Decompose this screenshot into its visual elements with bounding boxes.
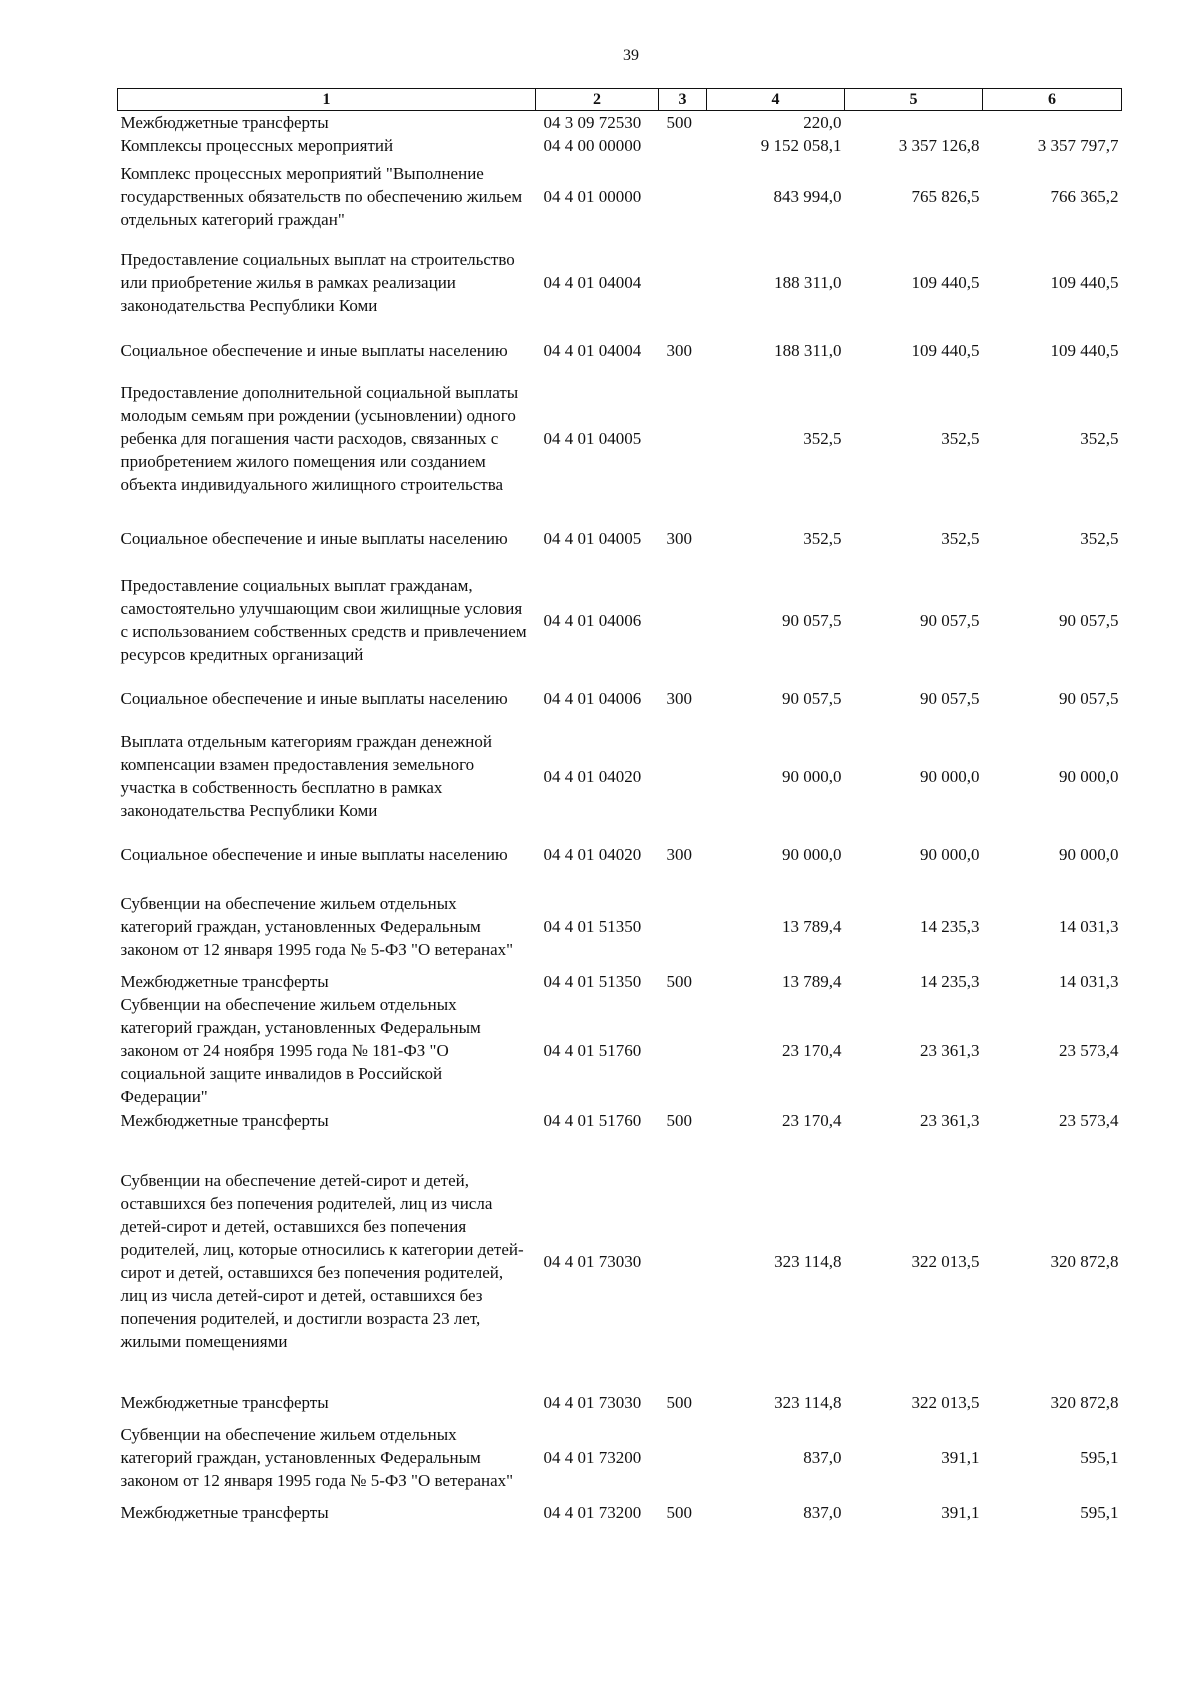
table-row xyxy=(118,825,1122,883)
row-expense-type xyxy=(659,883,707,969)
row-name: Субвенции на обеспечение жильем отдельных категорий граждан, установленных Федеральным законом от 24 ноября 1995 года № 181-ФЗ "О социальной защите инвалидов в Российской Федерации" xyxy=(120,995,481,1106)
row-value-col4: 13 789,4 xyxy=(782,971,842,991)
row-name: Межбюджетные трансферты xyxy=(120,1110,329,1130)
table-row xyxy=(118,1500,1122,1524)
row-expense-type xyxy=(659,371,707,505)
budget-table xyxy=(117,88,1122,1524)
row-value-col4: 837,0 xyxy=(803,1447,842,1467)
row-value-col6: 90 000,0 xyxy=(1059,844,1119,864)
row-value-col6: 14 031,3 xyxy=(1059,971,1119,991)
column-header-4: 4 xyxy=(707,89,845,111)
row-expense-type: 500 xyxy=(666,113,692,132)
row-value-col5: 3 357 126,8 xyxy=(898,136,980,155)
row-value-col6: 90 057,5 xyxy=(1059,688,1119,708)
row-code: 04 4 01 04020 xyxy=(543,766,642,786)
table-body xyxy=(118,111,1122,1525)
row-value-col5: 109 440,5 xyxy=(911,340,980,360)
row-code: 04 4 01 04005 xyxy=(543,428,642,448)
row-code: 04 4 01 04020 xyxy=(543,844,642,864)
row-value-col6: 595,1 xyxy=(1080,1502,1119,1522)
row-value-col4: 323 114,8 xyxy=(774,1251,842,1271)
table-header-row xyxy=(118,89,1122,111)
row-value-col4: 352,5 xyxy=(803,528,842,548)
table-row xyxy=(118,235,1122,329)
row-code: 04 4 01 04004 xyxy=(543,272,642,292)
row-expense-type: 300 xyxy=(666,528,692,548)
row-expense-type: 500 xyxy=(666,971,692,991)
row-name: Комплекс процессных мероприятий "Выполнение государственных обязательств по обеспечению жильем отдельных категорий граждан" xyxy=(120,163,523,229)
row-code: 04 4 01 51350 xyxy=(543,971,642,991)
row-value-col4: 90 000,0 xyxy=(782,844,842,864)
row-value-col5: 90 000,0 xyxy=(920,844,980,864)
table-row xyxy=(118,505,1122,571)
row-value-col5: 391,1 xyxy=(941,1502,980,1522)
row-value-col5: 352,5 xyxy=(941,528,980,548)
row-value-col6: 90 057,5 xyxy=(1059,610,1119,630)
table-row xyxy=(118,1414,1122,1500)
row-value-col5: 765 826,5 xyxy=(911,186,980,206)
table-row xyxy=(118,1390,1122,1414)
row-code: 04 4 01 73030 xyxy=(543,1251,642,1271)
table-row xyxy=(118,1132,1122,1390)
row-expense-type xyxy=(659,157,707,235)
row-value-col5: 14 235,3 xyxy=(920,916,980,936)
row-value-col4: 188 311,0 xyxy=(774,272,842,292)
row-value-col5: 23 361,3 xyxy=(920,1110,980,1130)
row-name: Социальное обеспечение и иные выплаты населению xyxy=(120,340,508,360)
row-expense-type xyxy=(659,134,707,157)
row-value-col6: 595,1 xyxy=(1080,1447,1119,1467)
row-name: Социальное обеспечение и иные выплаты населению xyxy=(120,844,508,864)
row-expense-type xyxy=(659,727,707,825)
row-value-col6: 320 872,8 xyxy=(1050,1251,1119,1271)
row-name: Субвенции на обеспечение жильем отдельных категорий граждан, установленных Федеральным законом от 12 января 1995 года № 5-ФЗ "О ветеранах" xyxy=(120,1424,514,1490)
row-expense-type: 300 xyxy=(666,844,692,864)
row-value-col5: 23 361,3 xyxy=(920,1041,980,1060)
row-value-col6: 3 357 797,7 xyxy=(1037,136,1119,155)
row-value-col5: 322 013,5 xyxy=(911,1392,980,1412)
page-number: 39 xyxy=(623,47,639,64)
row-value-col4: 837,0 xyxy=(803,1502,842,1522)
row-name: Межбюджетные трансферты xyxy=(120,113,329,132)
column-header-6: 6 xyxy=(983,89,1122,111)
table-row xyxy=(118,134,1122,157)
row-value-col6: 23 573,4 xyxy=(1059,1041,1119,1060)
row-value-col4: 90 000,0 xyxy=(782,766,842,786)
row-value-col4: 220,0 xyxy=(803,113,842,132)
row-name: Субвенции на обеспечение детей-сирот и детей, оставшихся без попечения родителей, лиц из числа детей-сирот и детей, оставшихся без попечения родителей, лиц, которые относились к категории детей-сирот и детей, оставшихся без попечения родителей, лиц из числа детей-сирот и детей, оставшихся без попечения родителей, и достигли возраста 23 лет, жилыми помещениями xyxy=(120,1171,524,1351)
row-expense-type xyxy=(659,1414,707,1500)
column-header-3: 3 xyxy=(659,89,707,111)
row-value-col6: 109 440,5 xyxy=(1050,340,1119,360)
row-expense-type xyxy=(659,235,707,329)
table-row xyxy=(118,883,1122,969)
row-code: 04 4 00 00000 xyxy=(543,136,642,155)
row-value-col5: 109 440,5 xyxy=(911,272,980,292)
row-value-col6: 14 031,3 xyxy=(1059,916,1119,936)
row-code: 04 4 01 73200 xyxy=(543,1502,642,1522)
row-name: Социальное обеспечение и иные выплаты населению xyxy=(120,688,508,708)
row-value-col5: 322 013,5 xyxy=(911,1251,980,1271)
row-value-col4: 323 114,8 xyxy=(774,1392,842,1412)
column-header-1: 1 xyxy=(118,89,536,111)
table-row xyxy=(118,1108,1122,1132)
row-value-col6 xyxy=(983,111,1122,135)
row-code: 04 4 01 73030 xyxy=(543,1392,642,1412)
row-code: 04 4 01 51350 xyxy=(543,916,642,936)
row-value-col5: 90 057,5 xyxy=(920,610,980,630)
row-name: Социальное обеспечение и иные выплаты населению xyxy=(120,528,508,548)
table-row xyxy=(118,571,1122,669)
row-name: Предоставление социальных выплат на строительство или приобретение жилья в рамках реализации законодательства Республики Коми xyxy=(120,249,515,315)
row-name: Межбюджетные трансферты xyxy=(120,971,329,991)
row-code: 04 4 01 00000 xyxy=(543,186,642,206)
row-code: 04 4 01 51760 xyxy=(543,1110,642,1130)
row-value-col6: 352,5 xyxy=(1080,428,1119,448)
row-value-col4: 843 994,0 xyxy=(773,186,842,206)
row-value-col6: 23 573,4 xyxy=(1059,1110,1119,1130)
row-value-col4: 13 789,4 xyxy=(782,916,842,936)
table-row xyxy=(118,111,1122,135)
row-expense-type xyxy=(659,1132,707,1390)
table-row xyxy=(118,157,1122,235)
column-header-5: 5 xyxy=(845,89,983,111)
row-name: Предоставление дополнительной социальной выплаты молодым семьям при рождении (усыновлении) одного ребенка для погашения части расходов, связанных с приобретением жилого помещения или созданием объекта индивидуального жилищного строительства xyxy=(120,382,519,494)
row-value-col4: 23 170,4 xyxy=(782,1110,842,1130)
row-code: 04 4 01 04004 xyxy=(543,340,642,360)
row-name: Комплексы процессных мероприятий xyxy=(120,136,394,155)
row-value-col5: 90 057,5 xyxy=(920,688,980,708)
row-value-col6: 90 000,0 xyxy=(1059,766,1119,786)
row-name: Выплата отдельным категориям граждан денежной компенсации взамен предоставления земельного участка в собственность бесплатно в рамках законодательства Республики Коми xyxy=(120,732,492,820)
row-value-col4: 188 311,0 xyxy=(774,340,842,360)
table-row xyxy=(118,993,1122,1108)
row-expense-type: 500 xyxy=(666,1502,692,1522)
row-value-col6: 320 872,8 xyxy=(1050,1392,1119,1412)
row-value-col5: 90 000,0 xyxy=(920,766,980,786)
row-name: Субвенции на обеспечение жильем отдельных категорий граждан, установленных Федеральным законом от 12 января 1995 года № 5-ФЗ "О ветеранах" xyxy=(120,893,514,959)
row-value-col4: 90 057,5 xyxy=(782,610,842,630)
row-expense-type xyxy=(659,993,707,1108)
row-name: Межбюджетные трансферты xyxy=(120,1392,329,1412)
row-value-col5: 391,1 xyxy=(941,1447,980,1467)
row-expense-type: 500 xyxy=(666,1392,692,1412)
table-row xyxy=(118,669,1122,727)
row-expense-type xyxy=(659,571,707,669)
row-value-col6: 352,5 xyxy=(1080,528,1119,548)
row-expense-type: 300 xyxy=(666,340,692,360)
row-value-col4: 90 057,5 xyxy=(782,688,842,708)
row-value-col4: 9 152 058,1 xyxy=(760,136,842,155)
row-expense-type: 500 xyxy=(666,1110,692,1130)
row-code: 04 4 01 73200 xyxy=(543,1447,642,1467)
row-name: Предоставление социальных выплат гражданам, самостоятельно улучшающим свои жилищные условия с использованием собственных средств и привлечением ресурсов кредитных организаций xyxy=(120,576,527,664)
row-code: 04 4 01 04006 xyxy=(543,688,642,708)
table-row xyxy=(118,371,1122,505)
row-code: 04 4 01 51760 xyxy=(543,1041,642,1060)
row-name: Межбюджетные трансферты xyxy=(120,1502,329,1522)
row-value-col6: 109 440,5 xyxy=(1050,272,1119,292)
row-value-col4: 23 170,4 xyxy=(782,1041,842,1060)
row-value-col4: 352,5 xyxy=(803,428,842,448)
row-code: 04 4 01 04006 xyxy=(543,610,642,630)
row-code: 04 3 09 72530 xyxy=(543,113,642,132)
row-value-col6: 766 365,2 xyxy=(1050,186,1119,206)
table-row xyxy=(118,727,1122,825)
row-value-col5 xyxy=(845,111,983,135)
row-value-col5: 14 235,3 xyxy=(920,971,980,991)
column-header-2: 2 xyxy=(536,89,659,111)
table-row xyxy=(118,329,1122,371)
table-row xyxy=(118,969,1122,993)
row-code: 04 4 01 04005 xyxy=(543,528,642,548)
row-expense-type: 300 xyxy=(666,688,692,708)
row-value-col5: 352,5 xyxy=(941,428,980,448)
